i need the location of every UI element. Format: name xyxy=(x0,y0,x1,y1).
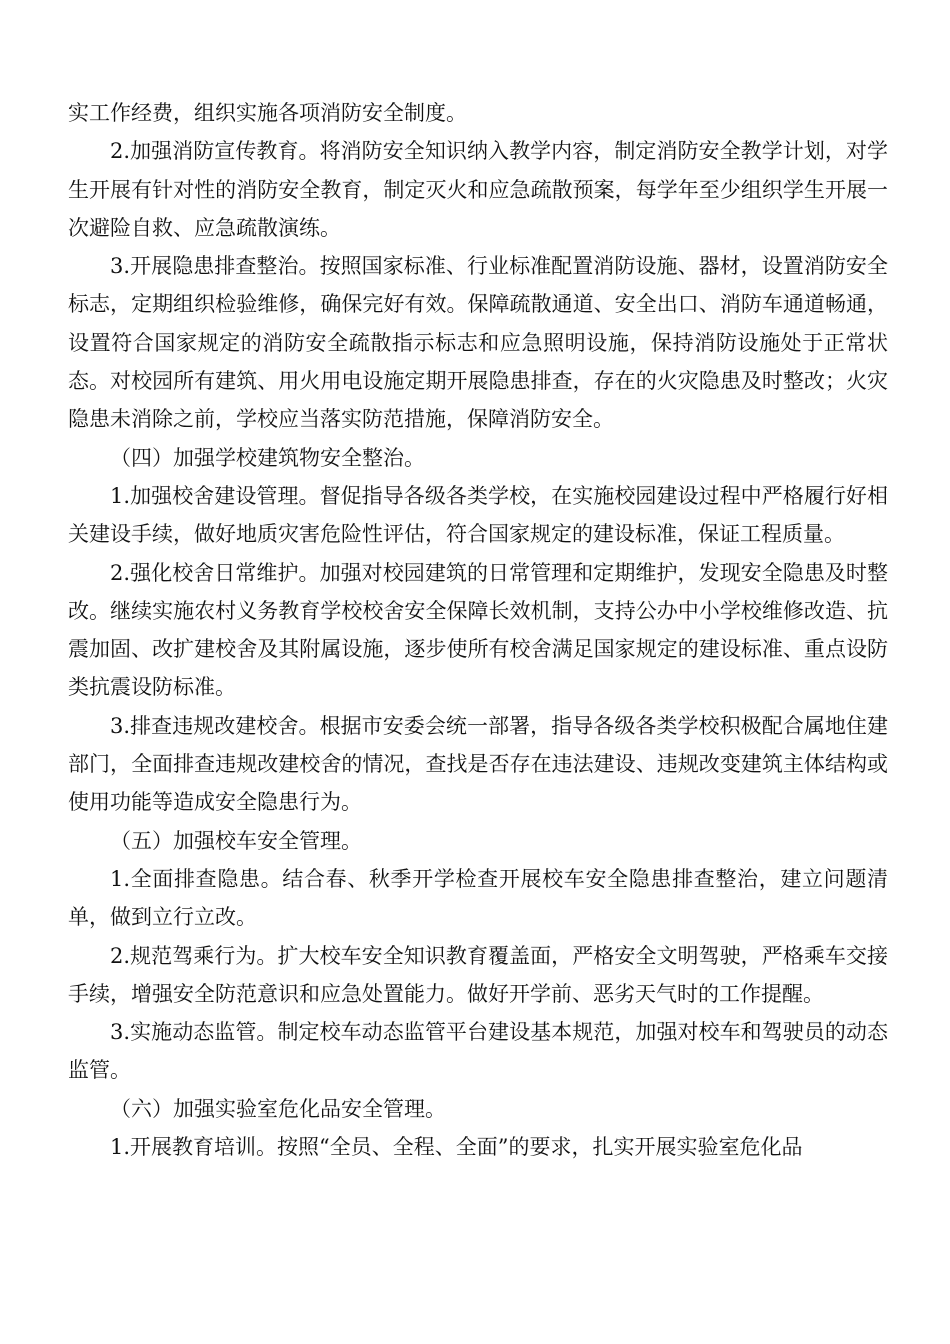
paragraph-continuation: 实工作经费，组织实施各项消防安全制度。 xyxy=(68,101,467,125)
paragraph-driving-behavior: 2.规范驾乘行为。扩大校车安全知识教育覆盖面，严格安全文明驾驶，严格乘车交接手续，增强安全防范意识和应急处置能力。做好开学前、恶劣天气时的工作提醒。 xyxy=(68,943,888,1006)
section-heading-school-bus: （五）加强校车安全管理。 xyxy=(110,828,362,853)
paragraph-bus-inspection: 1.全面排查隐患。结合春、秋季开学检查开展校车安全隐患排查整治，建立问题清单，做到立行立改。 xyxy=(68,866,888,930)
paragraph-illegal-renovation: 3.排查违规改建校舍。根据市安委会统一部署，指导各级各类学校积极配合属地住建部门，全面排查违规改建校舍的情况，查找是否存在违法建设、违规改变建筑主体结构或使用功能等造成安全隐患行为。 xyxy=(68,713,888,815)
paragraph-construction-management: 1.加强校舍建设管理。督促指导各级各类学校，在实施校园建设过程中严格履行好相关建设手续，做好地质灾害危险性评估，符合国家规定的建设标准，保证工程质量。 xyxy=(68,483,888,547)
document-page xyxy=(68,94,888,1166)
paragraph-dynamic-supervision: 3.实施动态监管。制定校车动态监管平台建设基本规范，加强对校车和驾驶员的动态监管。 xyxy=(68,1020,888,1083)
paragraph-training: 1.开展教育培训。按照“全员、全程、全面”的要求，扎实开展实验室危化品 xyxy=(110,1135,803,1160)
section-heading-lab-chemicals: （六）加强实验室危化品安全管理。 xyxy=(110,1096,446,1121)
paragraph-daily-maintenance: 2.强化校舍日常维护。加强对校园建筑的日常管理和定期维护，发现安全隐患及时整改。继续实施农村义务教育学校校舍安全保障长效机制，支持公办中小学校维修改造、抗震加固、改扩建校舍及其附属设施，逐步使所有校舍满足国家规定的建设标准、重点设防类抗震设防标准。 xyxy=(68,560,888,700)
paragraph-hazard-inspection: 3.开展隐患排查整治。按照国家标准、行业标准配置消防设施、器材，设置消防安全标志，定期组织检验维修，确保完好有效。保障疏散通道、安全出口、消防车通道畅通，设置符合国家规定的消防安全疏散指示标志和应急照明设施，保持消防设施处于正常状态。对校园所有建筑、用火用电设施定期开展隐患排查，存在的火灾隐患及时整改；火灾隐患未消除之前，学校应当落实防范措施，保障消防安全。 xyxy=(68,254,888,432)
section-heading-buildings: （四）加强学校建筑物安全整治。 xyxy=(110,445,425,470)
paragraph-fire-education: 2.加强消防宣传教育。将消防安全知识纳入教学内容，制定消防安全教学计划，对学生开展有针对性的消防安全教育，制定灭火和应急疏散预案，每学年至少组织学生开展一次避险自救、应急疏散演练。 xyxy=(68,139,888,240)
